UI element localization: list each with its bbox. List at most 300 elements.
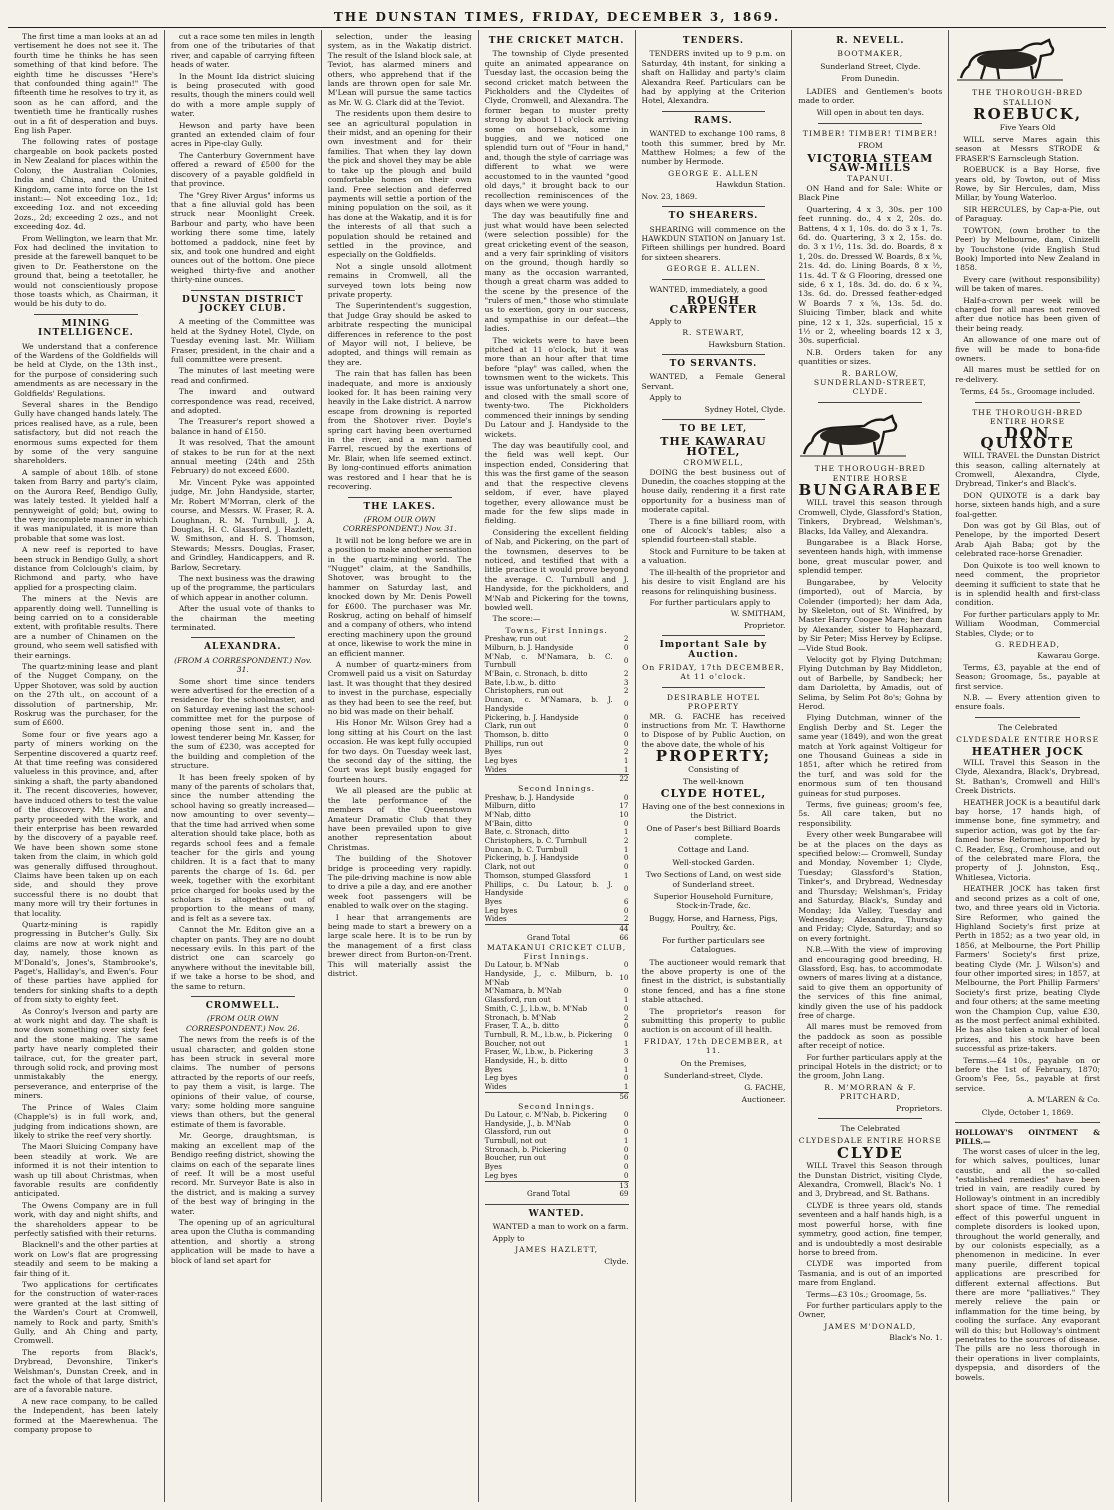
scorecard (485, 1111, 629, 1190)
divider (975, 717, 1080, 718)
batsman-entry: Boucher, not out (484, 1038, 545, 1048)
ad-line: Superior Household Furniture, Stock-in-Trade, &c. (653, 892, 774, 911)
article-paragraph: A sample of about 18lb. of stone taken from Barry and party's claim, on the Aurora Reef, Bendigo Gully, was lately tested. It yielded half a pennyweight of gold; but, owing to the very incomplete manner in which it was manipulated, it is more than probable that some was lost. (14, 467, 158, 543)
ad-text: MR. G. FACHE has received instructions from Mr. T. Hawthorne to Dispose of by Public Auction, on the above date, the whole of his (641, 711, 786, 749)
divider (955, 1122, 1100, 1123)
ad-line: One of Paser's best Billiard Boards complete. (646, 823, 781, 843)
batsman-entry: Wides (484, 914, 507, 924)
section-heading: MINING INTELLIGENCE. (38, 318, 134, 339)
ad-title: ROUGH CARPENTER (669, 293, 758, 317)
ad-signature: JAMES M'DONALD, (824, 1321, 917, 1331)
ad-subtitle: THE THOROUGH-BRED ENTIRE HORSE (972, 407, 1084, 426)
batsman-entry: Leg byes (484, 905, 518, 915)
runs-value: 1 (623, 844, 629, 854)
ad-text: Velocity got by Flying Dutchman; Flying Dutchman by Bay Middleton, out of Barbelle, by Sandbeck; her dam Darioletta, by Amadis, out of Selima, by Selim Pot 8o's; Gohna by Herod. (798, 654, 943, 711)
runs-value: 2 (623, 747, 629, 757)
ad-text: SIR HERCULES, by Cap-a-Pie, out of Paraguay. (955, 204, 1100, 224)
batsman-entry: M'Namara, b. M'Nab (484, 986, 562, 996)
grand-total-label: Grand Total (527, 1189, 571, 1199)
batsman-entry: Pickering, b. J. Handyside (484, 712, 579, 722)
ad-text: N.B. Orders taken for any quantities or sizes. (798, 347, 943, 367)
runs-value: 0 (623, 905, 629, 915)
runs-value: 17 (619, 801, 629, 811)
runs-value: 10 (619, 809, 629, 819)
ad-title: BUNGARABEE (798, 481, 943, 500)
article-paragraph: The miners at the Nevis are apparently doing well. Tunnelling is being carried on to a considerable extent, with profitable results. There are a number of Chinamen on the ground, who seem well satisfied with their earnings. (14, 594, 158, 660)
ad-signature: R. BARLOW, (841, 368, 900, 378)
article-paragraph: We all pleased are the public at the late performance of the members of the Queenstown Amateur Dramatic Club that they have been prevailed upon to give another representation about Christmas. (327, 786, 472, 852)
ad-line: Five Years Old (999, 122, 1056, 132)
article-paragraph: His Honor Mr. Wilson Grey had a long sitting at his Court on the last occasion. He was kept fully occupied for two days. On Tuesday week last, the second day of the sitting, the Court was kept busily engaged for fourteen hours. (327, 718, 472, 784)
ad-text: Terms, £3, payable at the end of Season; Groomage, 5s., payable at first service. (955, 662, 1100, 691)
correspondent-line: (FROM A CORRESPONDENT.) Nov. 31. (174, 655, 312, 675)
masthead: THE DUNSTAN TIMES, FRIDAY, DECEMBER 3, 1869. (8, 6, 1106, 28)
ad-time: At 11 o'clock. (680, 672, 747, 682)
ad-text: For further particulars apply to the Owner, (798, 1300, 943, 1320)
ad-text: WANTED, a Female General Servant. (641, 372, 786, 391)
runs-value: 0 (623, 699, 629, 709)
ad-text: WILL Travel this Season through the Dunstan District, visiting Clyde, Alexandra, Cromwell, Black's No. 1 and 3, Drybread, and St. Bathans. (798, 1161, 943, 1199)
column-3 (322, 30, 479, 1502)
batsman-entry: Phillips, c. Du Latour, b. J. Handyside (484, 879, 613, 898)
divider (191, 290, 295, 291)
batsman-entry: Preshaw, run out (484, 634, 547, 644)
ad-text: For further particulars apply to Mr. William Woodman, Commercial Stables, Clyde; or to (955, 609, 1100, 638)
divider (662, 279, 766, 280)
score-row (485, 915, 629, 924)
ad-line: For further particulars see Catalogues. (662, 935, 765, 955)
ad-title: HEATHER JOCK (971, 744, 1084, 758)
grand-total-label: Grand Total (527, 932, 571, 942)
ad-text: HEATHER JOCK has taken first and second prizes as a colt of one, two, and three years old in Victoria. Sire Reformer, who gained the Highland Society's first prize at Perth in 1852; as a two year old, in 1856, at Melbourne, the Port Phillip Farmers' Society's first prize, beating Clyde (Mr. J. Wilson's) and four other imported sires; in 1857, at Melbourne, the Port Phillip Farmers' Society's first prize, beating Clyde and four others; at the same meeting won the Champion Cup, value £30, as the most perfect animal exhibited. He has also taken a number of local prizes, and his stock have been successful as prize-takers. (955, 884, 1100, 1054)
innings-heading: Towns, First Innings. (505, 625, 608, 635)
divider (818, 123, 922, 124)
ad-line: FROM (857, 141, 883, 151)
ad-text: Terms—£3 10s.; Groomage, 5s. (806, 1289, 927, 1299)
innings-heading: Second Innings. (518, 1101, 596, 1111)
total-value: 44 (613, 925, 629, 934)
article-paragraph: I hear that arrangements are being made to start a brewery on a large scale here. It is to be run by the management of a first class brewer direct from Burton-on-Trent. This will materially assist the district. (327, 912, 472, 978)
ad-text: Bungarabee is a Black Horse, seventeen hands high, with immense bone, great muscular power, and splendid temper. (798, 538, 943, 576)
batsman-entry: Bate, c. Stronach, ditto (484, 827, 570, 837)
runs-value: 0 (623, 883, 629, 893)
batsman-entry: Clark, not out (484, 862, 536, 872)
ad-text: For further particulars apply to (649, 597, 771, 607)
article-paragraph: Quartz-mining is rapidly progressing in Butcher's Gully. Six claims are now at work night and day, namely, those known as M'Donald's, Jones's, Stambrooke's, Paget's, Halliday's, and Ewen's. Four of these parties have applied for tenders for sinking shafts to a depth of from sixty to eighty feet. (14, 919, 158, 1005)
ad-date: On FRIDAY, 17th DECEMBER, (642, 662, 785, 672)
batsman-entry: Leg byes (484, 756, 518, 766)
divider (975, 402, 1080, 403)
score-row (485, 696, 629, 713)
article-paragraph: The building of the Shotover bridge is proceeding very rapidly. The pile-driving machine is now able to drive a pile a day, and ere another week foot passengers will be enabled to walk over on the staging. (327, 854, 472, 911)
batsman-entry: Handyside, H., b. ditto (484, 1056, 568, 1066)
ad-signature: GEORGE E. ALLEN. (666, 264, 761, 274)
ad-text: The worst cases of ulcer in the leg, for which salves, poultices, lunar caustic, and all the so-called "established remedies" have been tried in vain, are readily cured by Holloway's ointment in an incredibly short space of time. The remedial effect of this powerful unguent in complete disorders is looked upon, throughout the world generally, and by our colonists especially, as a phenomenon in medicine. In ever many puerile, different topical applications are prescribed for different external affections. But there are more "palliatives." They merely relieve the pain or inflammation for the time being, by cooling the surface. Any evaporant will do this; but Holloway's ointment penetrates to the sources of disease. The pills are no less thorough in their operations in liver complaints, dyspepsia, and disorders of the bowels. (955, 1146, 1100, 1382)
runs-value: 1 (623, 764, 629, 774)
ad-title: BOOTMAKER, (837, 49, 904, 59)
article-paragraph: It has been freely spoken of by many of the parents of scholars that, since the number attending the school having so greatly increased—now amounting to over seventy—that the time had arrived when some alteration should take place, both as regards school fees and a female teacher for the girls and young children. It is a fact that to many parents the charge of 1s. 6d. per week, together with the exorbitant price charged for books used by the scholars is altogether out of proportion to the means of many, and is felt as a severe tax. (170, 772, 315, 923)
batsman-entry: Stronach, b. Pickering (484, 1144, 567, 1154)
batsman-entry: Byes (484, 896, 502, 906)
batsman-entry: Byes (484, 1064, 502, 1074)
total-label (485, 1092, 613, 1101)
batsman-entry: Boucher, run out (484, 1153, 546, 1163)
batsman-entry: Glassford, run out (484, 995, 551, 1005)
ad-line: Sunderland-street, Clyde. (663, 1070, 763, 1080)
article-paragraph: Mr. Vincent Pyke was appointed judge, Mr. John Handyside, starter, Mr. Robert M'Morran, clerk of the course, and Messrs. W. Fraser, R. A. Loughnan, R. M. Turnbull, J. A. Douglas, H. C. Glassford, J. Hazlett, W. Smithson, and H. S. Thomson, Stewards; Messrs. Douglas, Fraser, and Grindley, Handicappers, and R. Barlow, Secretary. (170, 477, 315, 572)
ad-place: Clyde. (604, 1256, 629, 1266)
ad-text: Terms.—£4 10s., payable on or before the 1st of February, 1870; Groom's Fee, 5s., payable at first service. (955, 1055, 1100, 1093)
article-paragraph: The first time a man looks at an ad vertisement he does not see it. The fourth time he thinks he has seen something of that kind before. The eighth time he discusses "Here's that confounded thing again!" The fifteenth time he resolves to try it, as soon as he can afford, and the twentieth time he frantically rushes out in a fit of desperation and buys. Eng lish Paper. (14, 32, 158, 136)
runs-value: 0 (623, 1144, 629, 1154)
article-paragraph: The day was beautifully fine and just what would have been selected (were selection possible) for the great cricketing event of the season, and a very fair sprinkling of visitors on the ground, though hardly so many as the occasion warranted, though a great charm was added to the scene by the presence of the "rulers of men," those who stimulate us to exertion, gory in our success, and sympathise in our defeat—the ladies. (484, 211, 629, 334)
ad-heading: WANTED. (528, 1209, 585, 1219)
ad-line: Well-stocked Garden. (672, 857, 755, 867)
batsman-entry: Turnbull, R. M., l.b.w., b. Pickering (484, 1029, 613, 1039)
divider (818, 402, 922, 403)
divider (662, 111, 766, 112)
ad-subtitle: CROMWELL, (683, 458, 744, 468)
batsman-entry: Thomson, b. ditto (484, 729, 549, 739)
article-paragraph: The Treasurer's report showed a balance in hand of £150. (170, 417, 315, 436)
article-paragraph: The reports from Black's, Drybread, Devonshire, Tinker's Welshman's, Dunstan Creek, and in fact the whole of that large district, are of a favorable nature. (14, 1347, 158, 1395)
runs-value: 0 (623, 1021, 629, 1031)
ad-subtitle: CLYDESDALE ENTIRE HORSE (956, 735, 1100, 745)
section-heading: DUNSTAN DISTRICT JOCKEY CLUB. (181, 294, 304, 314)
ad-date: Nov. 23, 1869. (641, 191, 698, 201)
ad-title: DESIRABLE HOTEL PROPERTY (666, 692, 760, 712)
scorecard (485, 635, 629, 784)
article-paragraph: It was resolved, That the amount of stakes to be run for at the next annual meeting (24th and 25th February) do not exceed £600. (170, 438, 315, 476)
ad-role: Proprietors. (895, 1103, 943, 1113)
article-paragraph: We understand that a conference of the Wardens of the Goldfields will be held at Clyde, on the 13th inst., for the purpose of considering such amendments as are necessary in the Goldfields' Regulations. (14, 341, 158, 398)
article-paragraph: Considering the excellent fielding of Nab, and Pickering, on the part of the townsmen, deserves to be noticed, and testified that with a little practice it would prove beyond the average. C. Turnbull and J. Handyside, for the pickholders, and M'Nab and Pickering for the towns, bowled well. (484, 527, 629, 612)
article-paragraph: The township of Clyde presented quite an animated appearance on Tuesday last, the occasion being the second cricket match between the Pickholders and the Clydeites of Clyde, Cromwell, and Alexandra. The former began to muster pretty strong by about 11 o'clock arriving some on horseback, some in buggies, and we noticed one splendid turn out of "Four in hand," and, though the style of carriage was different to what we were accustomed to in the vaunted "good old days," it brought back to our recollection reminiscences of the days when we were young. (484, 49, 629, 209)
horse-illustration-icon (798, 412, 908, 458)
ad-line: On the Premises, (680, 1058, 747, 1068)
ad-subtitle: THE THOROUGH-BRED STALLION (972, 88, 1084, 107)
score-row (485, 653, 629, 670)
ad-signature: G. REDHEAD, (995, 639, 1061, 649)
section-heading: THE CRICKET MATCH. (488, 36, 625, 46)
ad-title: VICTORIA STEAM SAW-MILLS (807, 151, 934, 175)
ad-title: TIMBER! TIMBER! TIMBER! (802, 128, 938, 138)
ad-text: DON QUIXOTE is a dark bay horse, sixteen hands high, and a sure foal-getter. (955, 490, 1100, 519)
runs-value: 3 (623, 677, 629, 687)
score-row (485, 1083, 629, 1092)
batsman-entry: Christophers, b. C. Turnbull (484, 836, 587, 846)
column-7 (949, 30, 1106, 1502)
batsman-entry: M'Nab, ditto (484, 809, 531, 819)
score-row (485, 1154, 629, 1163)
ad-role: Proprietor. (743, 620, 786, 630)
batsman-entry: Byes (484, 747, 502, 757)
ad-subtitle: THE THOROUGH-BRED ENTIRE HORSE (814, 464, 926, 483)
score-row (485, 740, 629, 749)
article-paragraph: The minutes of last meeting were read and confirmed. (170, 366, 315, 385)
ad-signature: GEORGE E. ALLEN (668, 168, 759, 178)
article-paragraph: Several shares in the Bendigo Gully have changed hands lately. The prices realised have, as a rule, been satisfactory, but did not reach the enormous sums expected for them by some of the very sanguine shareholders. (14, 400, 158, 466)
runs-value: 10 (619, 973, 629, 983)
batsman-entry: Pickering, b. J. Handyside (484, 853, 579, 863)
ad-text: WILL Travel this Season in the Clyde, Alexandra, Black's, Drybread, St. Bathan's, Cromwell and Hill's Creek Districts. (955, 758, 1100, 796)
ad-place: Hawksburn Station. (708, 339, 786, 349)
ad-text: The auctioneer would remark that the above property is one of the finest in the district, is substantially stone fenced, and has a fine stone stable attached. (641, 957, 786, 1005)
ad-text: Apply to (492, 1233, 525, 1243)
ad-signature: A. M'LAREN & Co. (1027, 1095, 1100, 1105)
article-paragraph: Blacknell's and the other parties at work on Low's flat are progressing steadily and seem to be making a fair thing of it. (14, 1240, 158, 1278)
ad-text: An allowance of one mare out of five will be made to bona-fide owners. (955, 335, 1100, 363)
runs-value: 0 (623, 1073, 629, 1083)
article-paragraph: Not a single unsold allotment remains in Cromwell, all the surveyed town lots being now private property. (327, 261, 472, 299)
ad-text: CLYDE was imported from Tasmania, and is out of an imported mare from England. (798, 1259, 943, 1288)
section-heading: ALEXANDRA. (204, 642, 282, 653)
runs-value: 0 (623, 1109, 629, 1119)
article-paragraph: The Canterbury Government have offered a reward of £500 for the discovery of a payable goldfield in that province. (170, 150, 315, 189)
runs-value: 0 (623, 712, 629, 722)
article-paragraph: Some four or five years ago a party of miners working on the Serpentine discovered a quartz reef. At that time reefing was considered valueless in this province, and, after sinking a shaft, the party abandoned it. The recent discoveries, however, have induced others to test the value of the discovery. Mr. Hastie and party proceeded with the work, and their enterprise has been rewarded by the discovery of a payable reef. We have been shown some stone taken from the claim, in which gold was generally diffused throughout. Claims have been taken up on each side, and should they prove successful there is no doubt that many more will try their fortunes in that locality. (14, 729, 158, 918)
divider (818, 1118, 922, 1119)
ad-place: Hawkdun Station. (715, 180, 786, 190)
columns (8, 30, 1106, 1502)
batsman-entry: Leg byes (484, 1170, 518, 1180)
batsman-entry: Leg byes (484, 1073, 518, 1083)
ad-text: SHEARING will commence on the HAWKDUN STATION on January 1st. Fifteen shillings per hundred. Board for sixteen shearers. (641, 224, 786, 262)
ad-line: Terms, £4 5s., Groomage included. (960, 387, 1095, 397)
ad-line: Cottage and Land. (677, 845, 750, 855)
batsman-entry: Bate, l.b.w., b. ditto (484, 677, 556, 687)
batsman-entry: Milburn, b. J. Handyside (484, 642, 574, 652)
total-label (485, 775, 613, 784)
article-paragraph: Cannot the Mr. Editon give an a chapter on pants. They are no doubt necessary evils. In this part of the district one can scarcely go anywhere without the inevitable bill, if we take a horse to be shod, and the same to return. (170, 925, 315, 991)
ad-text: Half-a-crown per week will be charged for all mares not removed after due notice has been given of their being ready. (955, 295, 1100, 333)
grand-total (485, 934, 629, 943)
ad-place: Sydney Hotel, Clyde. (704, 404, 786, 414)
batsman-entry: Stronach, b. M'Nab (484, 1012, 557, 1022)
ad-signature: W. SMITHAM, (730, 609, 786, 619)
ad-line: From Dunedin. (841, 74, 900, 84)
ad-line: The Celebrated (997, 722, 1058, 732)
runs-value: 1 (623, 827, 629, 837)
ad-text: WILL serve Mares again this season at Messrs STRODE & FRASER'S Earnscleugh Station. (955, 135, 1100, 163)
scorecard (485, 794, 629, 934)
batsman-entry: Du Latour, b. M'Nab (484, 960, 560, 970)
ad-text: TENDERS invited up to 9 p.m. on Saturday, 4th instant, for sinking a shaft on Halliday and party's claim Alexandra Reef. Particulars can be had by applying at the Criterion Hotel, Alexandra. (641, 49, 786, 106)
correspondent-line: (FROM OUR OWN CORRESPONDENT.) Nov. 26. (185, 1014, 300, 1033)
divider (662, 687, 766, 688)
runs-value: 0 (623, 1127, 629, 1137)
batsman-entry: Fraser, T. A., b. ditto (484, 1021, 560, 1031)
runs-value: 1 (623, 756, 629, 766)
batsman-entry: Fraser, W., l.b.w., b. Pickering (484, 1047, 593, 1057)
article-paragraph: The Maori Sluicing Company have been steadily at work. We are informed it is not their intention to wash up till about Christmas, when favorable results are confidently anticipated. (14, 1142, 158, 1199)
column-2 (165, 30, 322, 1502)
ad-line: Two Sections of Land, on west side of Sunderland street. (645, 870, 782, 889)
batsman-entry: Clark, run out (484, 721, 536, 731)
score-row (485, 1172, 629, 1181)
article-paragraph: Two applications for certificates for the construction of water-races were granted at the last sitting of the Warden's Court at Cromwell, namely to Rock and party, Smith's Gully, and Ah Ching and party, Cromwell. (14, 1280, 158, 1346)
article-paragraph: The next business was the drawing up of the programme, the particulars of which appear in another column. (170, 573, 315, 602)
article-paragraph: A new race company, to be called the Independent, has been lately formed at the Maerewhenua. The company propose to (14, 1396, 158, 1435)
batsman-entry: M'Bain, ditto (484, 818, 533, 828)
ad-title: PROPERTY; (655, 747, 772, 766)
runs-value: 0 (623, 960, 629, 970)
article-paragraph: selection, under the leasing system, as in the Wakatip district. The result of the Island block sale, at Teviot, has alarmed miners and others, who apprehend that if the lands are thrown open for sale Mr. M'Lean will pursue the same tactics as Mr. W. G. Clark did at the Teviot. (327, 32, 472, 107)
article-paragraph: From Wellington, we learn that Mr. Fox had declined the invitation to preside at the farewell banquet to be given to Dr. Featherstone on the ground that, being a teetotaller, he would not conscientiously propose those toasts which, as Chairman, it would be his duty to do. (14, 233, 158, 309)
ad-text: TOWTON, (own brother to the Peer) by Melbourne, dam, Cinizelli by Touchstone (vide English Stud Book) Imported into New Zealand in 1858. (955, 225, 1100, 273)
ad-signature: JAMES HAZLETT, (515, 1245, 599, 1255)
article-paragraph: In the Mount Ida district sluicing is being prosecuted with good results, though the miners could well do with a more ample supply of water. (170, 71, 315, 119)
batsman-entry: Smith, C. J., l.b.w., b. M'Nab (484, 1003, 588, 1013)
innings-heading: Second Innings. (518, 784, 596, 794)
ad-text: ON Hand and for Sale: White or Black Pine (798, 183, 943, 203)
runs-value: 2 (623, 1012, 629, 1022)
ad-line: The Celebrated (840, 1124, 901, 1134)
runs-value: 2 (623, 686, 629, 696)
runs-value: 0 (623, 655, 629, 665)
score-row (485, 881, 629, 898)
article-paragraph: cut a race some ten miles in length from one of the tributaries of that river, and capable of carrying fifteen heads of water. (170, 32, 315, 70)
ad-text: Apply to (649, 316, 682, 326)
ad-text: WANTED, immediately, a good (649, 284, 768, 294)
divider (662, 354, 766, 355)
ad-title: ROEBUCK, (973, 105, 1083, 124)
article-paragraph: The rain that has fallen has been inadequate, and more is anxiously looked for. It has been raining very heavily in the Lake district. A narrow escape from drowning is reported from the Shotover river. Doyle's spring cart having been overturned in the river, and a man named Farrel, rescued by the exertions of Mr. Blair, when life seemed extinct. By long-continued efforts animation was restored and I hear that he is recovering. (327, 369, 472, 492)
ad-text: Flying Dutchman, winner of the English Derby and St. Leger the same year (1849), and won the great match at York against Voltigeur for one Thousand Guineas a side in 1851, after which he retired from the turf, and was sold for the enormous sum of ten thousand guineas for stud purposes. (798, 713, 943, 798)
batsman-entry: Glassford, run out (484, 1127, 551, 1137)
article-paragraph: It will not be long before we are in a position to make another sensation in the quartz-mining world. The "Nugget" claim, at the Sandhills, Shotover, was brought to the hammer on Saturday last, and knocked down by Mr. Denis Powell for £600. The purchaser was Mr. Roskrug, acting on behalf of himself and a company of others, who intend erecting machinery upon the ground at once, likewise to work the mine in an efficient manner. (327, 535, 472, 658)
correspondent-line: (FROM OUR OWN CORRESPONDENT.) Nov. 31. (342, 514, 457, 534)
grand-total-value: 69 (619, 1189, 629, 1199)
ad-subtitle: TAPANUI. (847, 174, 894, 184)
article-paragraph: The quartz-mining lease and plant of the Nugget Company, on the Upper Shotover, was sold by auction on the 27th ult., on account of a dissolution of partnership, Mr. Roskrug was the purchaser, for the sum of £600. (14, 662, 158, 728)
runs-value: 6 (623, 896, 629, 906)
runs-value: 3 (623, 1047, 629, 1057)
ad-title: CLYDE (836, 1143, 904, 1162)
divider (348, 497, 452, 498)
divider (662, 206, 766, 207)
ad-heading: TO SHEARERS. (668, 211, 759, 222)
innings-heading: MATAKANUI CRICKET CLUB, First Innings. (486, 942, 627, 961)
runs-value: 1 (623, 870, 629, 880)
ad-text: Stock and Furniture to be taken at a valuation. (641, 546, 786, 566)
ad-heading: RAMS. (694, 115, 733, 126)
score-row (485, 1057, 629, 1066)
section-heading: CROMWELL. (205, 1001, 280, 1011)
article-paragraph: The day was beautifully cool, and the field was well kept. Our inspection ended, Considering that this was the first game of the season and that the respective clevens seldom, if ever, have played together, every allowance must be made for the few slips made in fielding. (484, 441, 629, 526)
total-value: 13 (613, 1181, 629, 1190)
runs-value: 0 (623, 853, 629, 863)
ad-text: All mares must be removed from the paddock as soon as possible after receipt of notice. (798, 1022, 943, 1051)
ad-signature: R. STEWART, (682, 328, 745, 338)
ad-text: There is a fine billiard room, with one of Alcock's tables; also a splendid fourteen-stall stable. (641, 516, 786, 545)
ad-text: N.B. — Every attention given to ensure foals. (955, 692, 1100, 712)
article-paragraph: The wickets were to have been pitched at 11 o'clock, but it was more than an hour after that time before "play" was called, when the townsmen went to the wickets. This issue was unfortunately a short one, and closed with the small score of twenty-two. The Pickholders commenced their innings by sending Du Latour and J. Handyside to the wickets. (484, 335, 629, 439)
ad-signature: R. M'MORRAN & F. PRITCHARD, (824, 1082, 917, 1102)
article-paragraph: After the usual vote of thanks to the chairman the meeting terminated. (170, 604, 315, 632)
runs-value: 0 (623, 1153, 629, 1163)
article-paragraph: A new reef is reported to have been struck in Bendigo Gully, a short distance from Colclough's claim, by Richmond and party, who have applied for a prospecting claim. (14, 545, 158, 592)
ad-text: ROEBUCK is a Bay Horse, five years old, by Towton, out of Miss Rowe, by Sir Hercules, dam, Miss Millar, by Young Waterloo. (955, 165, 1100, 203)
batsman-entry: Duncan, c. M'Namara, b. J. Handyside (484, 695, 613, 713)
batsman-entry: Milburn, ditto (484, 801, 536, 811)
ad-text: The proprietor's reason for submitting this property to public auction is on account of ill health. (641, 1006, 786, 1035)
runs-value: 2 (623, 914, 629, 924)
batsman-entry: M'Bain, c. Stronach, b. ditto (484, 669, 588, 678)
batsman-entry: Handyside, J., c. Milburn, b. M'Nab (484, 969, 613, 987)
divider (485, 1204, 629, 1205)
batsman-entry: Thomson, stumped Glassford (484, 870, 591, 880)
ad-text: Every care (without responsibility) will be taken of mares. (955, 274, 1100, 294)
score-intro: The score:— (492, 614, 541, 624)
grand-total (485, 1190, 629, 1199)
grand-total-value: 66 (619, 932, 629, 942)
ad-place: Kawarau Gorge. (1037, 651, 1100, 661)
score-row (485, 766, 629, 775)
divider (191, 996, 295, 997)
article-paragraph: The inward and outward correspondence was read, received, and adopted. (170, 387, 315, 416)
ad-line: Buggy, Horse, and Harness, Pigs, Poultry, &c. (649, 913, 778, 933)
article-paragraph: The opening up of an agricultural area upon the Clutha is commanding attention, and shortly a strong application will be made to have a block of land set apart for (170, 1217, 315, 1265)
ad-text: For further particulars apply at the principal Hotels in the district; or to the groom, John Lang. (798, 1052, 943, 1081)
batsman-entry: Wides (484, 1082, 507, 1092)
runs-value: 1 (623, 1064, 629, 1074)
ad-heading: HOLLOWAY'S OINTMENT & PILLS.— (955, 1128, 1100, 1147)
ad-heading: TO SERVANTS. (669, 358, 758, 369)
ad-text: WANTED a man to work on a farm. (492, 1222, 629, 1232)
ad-text: WILL TRAVEL the Dunstan District this season, calling alternately at Cromwell, Alexandra, Clyde, Drybread, Tinker's and Black's. (955, 451, 1100, 489)
batsman-entry: Christophers, run out (484, 686, 564, 696)
ad-text: Apply to (649, 393, 682, 403)
ad-text: N.B.—With the view of improving and encouraging good breeding, H. Glassford, Esq. has, to accommodate owners of mares living at a distance, said to give them an opportunity of the services of this fine animal, kindly given the use of his paddock free of charge. (798, 945, 943, 1020)
ad-text: HEATHER JOCK is a beautiful dark bay horse, 17 hands high, of immense bone, fine symmetry, and superior action, was got by the far-famed horse Reformer, imported by C. Reader, Esq., Cromhouse, and out of the celebrated mare Flora, the property of J. Johnston, Esq., Whitlesea, Victoria. (955, 797, 1100, 882)
column-1 (8, 30, 165, 1502)
ad-line: The well-known (683, 777, 744, 786)
ad-date: FRIDAY, 17th DECEMBER, at 11. (643, 1036, 783, 1056)
ad-text: CLYDE is three years old, stands seventeen and a half hands high, is a most powerful horse, with fine symmetry, good action, fine temper, and is undoubtedly a most desirable horse to breed from. (798, 1200, 943, 1257)
horse-illustration-icon (955, 36, 1065, 82)
ad-text: DOING the best business out of Dunedin, the coaches stopping at the house daily, rendering it a first rate opportunity for a business man of moderate capital. (641, 467, 786, 515)
batsman-entry: Wides (484, 764, 507, 774)
batsman-entry: Preshaw, b. J. Handyside (484, 792, 575, 802)
batsman-entry: Du Latour, c. M'Nab, b. Pickering (484, 1109, 607, 1119)
ad-title: THE KAWARAU HOTEL, (660, 435, 767, 458)
ad-heading: Important Sale by Auction. (659, 640, 768, 660)
runs-value: 0 (623, 721, 629, 731)
ad-line: Having one of the best connexions in the District. (642, 801, 785, 821)
ad-signature: G. FACHE, (744, 1083, 786, 1093)
article-paragraph: The Prince of Wales Claim (Chapple's) is in full work, and, judging from indications shown, are likely to strike the reef very shortly. (14, 1102, 158, 1140)
batsman-entry: Phillips, run out (484, 738, 543, 748)
ad-role: Auctioneer. (741, 1094, 786, 1104)
column-4 (479, 30, 636, 1502)
batsman-entry: M'Nab, c. M'Namara, b. C. Turnbull (484, 651, 613, 670)
ad-text: All mares must be settled for on re-delivery. (955, 365, 1100, 384)
ad-date: Clyde, October 1, 1869. (981, 1107, 1074, 1117)
runs-value: 1 (623, 1136, 629, 1146)
runs-value: 0 (623, 738, 629, 748)
runs-value: 0 (623, 1003, 629, 1013)
runs-value: 0 (623, 792, 629, 802)
batsman-entry: Duncan, b. C. Turnbull (484, 844, 568, 854)
article-paragraph: A number of quartz-miners from Cromwell paid us a visit on Saturday last. It was thought that they desired to invest in the purchase, especially as they had been to see the reef, but no bid was made on their behalf. (327, 660, 472, 717)
article-paragraph: Some short time since tenders were advertised for the erection of a residence for the schoolmaster, and on Saturday evening last the school-committee met for the purpose of opening those sent in, and the lowest tenderer being Mr. Kasser, for the sum of £230, was accepted for the building and completion of the structure. (170, 676, 315, 771)
article-paragraph: The "Grey River Argus" informs us that a fine alluvial gold has been struck near Moonlight Creek. Barbour and party, who have been working there some time, lately bottomed a paddock, nine feet by six, and took one hundred and eight ounces out of the bottom. One piece weighed thirty-five and another thirty-nine ounces. (170, 190, 315, 285)
ad-text: WILL travel this season through Cromwell, Clyde, Glassford's Station, Tinkers, Drybread, Welshman's, Blacks, Ida Valley, and Alexandra. (798, 498, 943, 536)
article-paragraph: The news from the reefs is of the usual character, and golden stone has been struck in several more claims. The number of persons attracted by the reports of our reefs, to pay them a visit, is large. The opinions of their value, of course, vary; some holding more sanguine views than others, but the general estimate of them is favorable. (170, 1035, 315, 1129)
ad-heading: TENDERS. (682, 36, 745, 46)
ad-heading: R. NEVELL. (836, 36, 905, 46)
